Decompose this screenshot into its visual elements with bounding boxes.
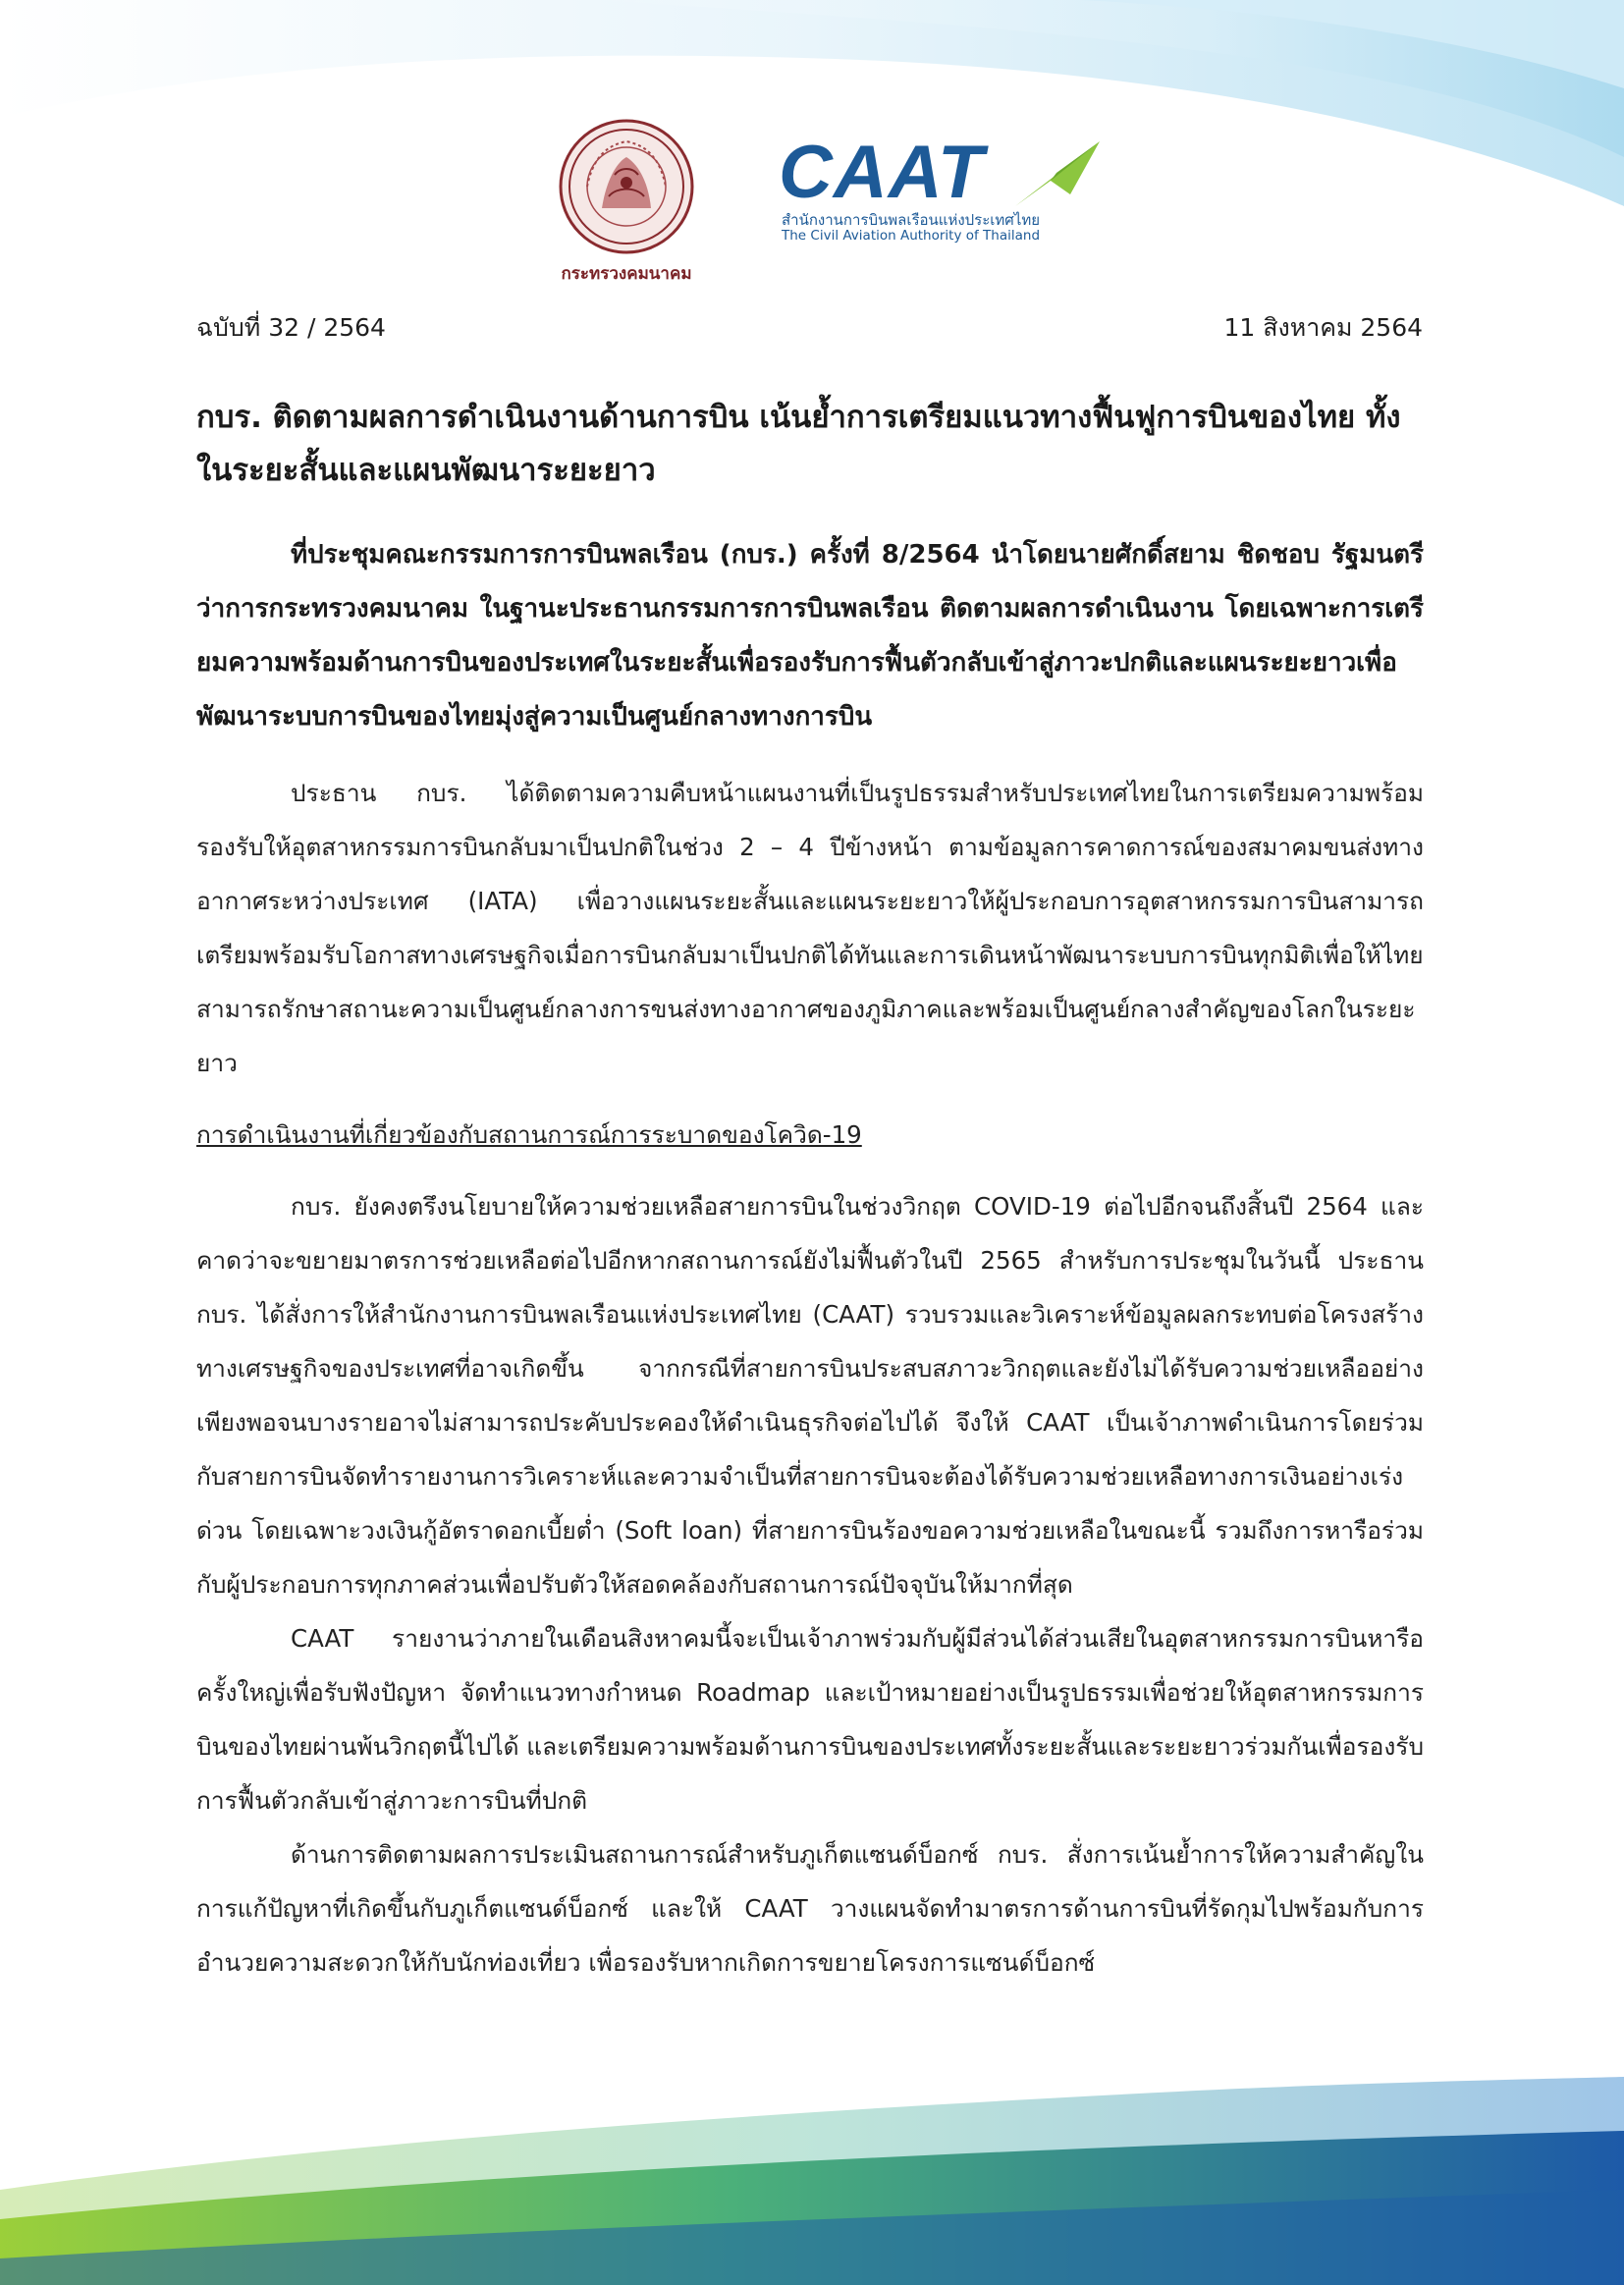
press-release-body (196, 391, 1424, 1989)
paragraph-caat-roadmap: CAAT รายงานว่าภายในเดือนสิงหาคมนี้จะเป็นเจ้าภาพร่วมกับผู้มีส่วนได้ส่วนเสียในอุตสาหกรรมการบินหารือครั้งใหญ่เพื่อรับฟังปัญหา จัดทำแนวทางกำหนด Roadmap และเป้าหมายอย่างเป็นรูปธรรมเพื่อช่วยให้อุตสาหกรรมการบินของไทยผ่านพ้นวิกฤตนี้ไปได้ และเตรียมความพร้อมด้านการบินของประเทศทั้งระยะสั้นและระยะยาวร่วมกันเพื่อรองรับการฟื้นตัวกลับเข้าสู่ภาวะการบินที่ปกติ (196, 1624, 1425, 1815)
footer-decoration (0, 2072, 1624, 2285)
caat-logo (776, 131, 1110, 253)
caat-wordmark: CAAT (779, 131, 985, 214)
headline: กบร. ติดตามผลการดำเนินงานด้านการบิน เน้นย้ำการเตรียมแนวทางฟื้นฟูการบินของไทย ทั้งในระยะสั้นและแผนพัฒนาระยะยาว (196, 400, 1401, 488)
section-heading-covid: การดำเนินงานที่เกี่ยวข้องกับสถานการณ์การระบาดของโควิด-19 (196, 1120, 862, 1149)
caat-wing-icon (1011, 137, 1104, 210)
ministry-caption: กระทรวงคมนาคม (561, 264, 692, 284)
paragraph-progress: ประธาน กบร. ได้ติดตามความคืบหน้าแผนงานที่เป็นรูปธรรมสำหรับประเทศไทยในการเตรียมความพร้อมรองรับให้อุตสาหกรรมการบินกลับมาเป็นปกติในช่วง 2 – 4 ปีข้างหน้า ตามข้อมูลการคาดการณ์ของสมาคมขนส่งทางอากาศระหว่างประเทศ (IATA) เพื่อวางแผนระยะสั้นและแผนระยะยาวให้ผู้ประกอบการอุตสาหกรรมการบินสามารถเตรียมพร้อมรับโอกาสทางเศรษฐกิจเมื่อการบินกลับมาเป็นปกติได้ทันและการเดินหน้าพัฒนาระบบการบินทุกมิติเพื่อให้ไทยสามารถรักษาสถานะความเป็นศูนย์กลางการขนส่งทางอากาศของภูมิภาคและพร้อมเป็นศูนย์กลางสำคัญของโลกในระยะยาว (196, 779, 1424, 1077)
caat-english-name: The Civil Aviation Authority of Thailand (782, 228, 1041, 244)
ministry-seal-logo (542, 118, 711, 295)
paragraph-phuket-sandbox: ด้านการติดตามผลการประเมินสถานการณ์สำหรับภูเก็ตแซนด์บ็อกซ์ กบร. สั่งการเน้นย้ำการให้ความสำคัญในการแก้ปัญหาที่เกิดขึ้นกับภูเก็ตแซนด์บ็อกซ์ และให้ CAAT วางแผนจัดทำมาตรการด้านการบินที่รัดกุมไปพร้อมกับการอำนวยความสะดวกให้กับนักท่องเที่ยว เพื่อรองรับหากเกิดการขยายโครงการแซนด์บ็อกซ์ (196, 1840, 1424, 1977)
ministry-seal-icon (558, 118, 695, 255)
release-date: 11 สิงหาคม 2564 (1223, 313, 1423, 342)
release-number: ฉบับที่ 32 / 2564 (196, 313, 386, 342)
lead-paragraph: ที่ประชุมคณะกรรมการการบินพลเรือน (กบร.) ครั้งที่ 8/2564 นำโดยนายศักดิ์สยาม ชิดชอบ รัฐมนตรีว่าการกระทรวงคมนาคม ในฐานะประธานกรรมการการบินพลเรือน ติดตามผลการดำเนินงาน โดยเฉพาะการเตรียมความพร้อมด้านการบินของประเทศในระยะสั้นเพื่อรองรับการฟื้นตัวกลับเข้าสู่ภาวะปกติและแผนระยะยาวเพื่อพัฒนาระบบการบินของไทยมุ่งสู่ความเป็นศูนย์กลางทางการบิน (196, 540, 1424, 732)
caat-thai-name: สำนักงานการบินพลเรือนแห่งประเทศไทย (782, 211, 1041, 229)
paragraph-airline-support: กบร. ยังคงตรึงนโยบายให้ความช่วยเหลือสายการบินในช่วงวิกฤต COVID-19 ต่อไปอีกจนถึงสิ้นปี 2564 และคาดว่าจะขยายมาตรการช่วยเหลือต่อไปอีกหากสถานการณ์ยังไม่ฟื้นตัวในปี 2565 สำหรับการประชุมในวันนี้ ประธาน กบร. ได้สั่งการให้สำนักงานการบินพลเรือนแห่งประเทศไทย (CAAT) รวบรวมและวิเคราะห์ข้อมูลผลกระทบต่อโครงสร้างทางเศรษฐกิจของประเทศที่อาจเกิดขึ้น จากกรณีที่สายการบินประสบสภาวะวิกฤตและยังไม่ได้รับความช่วยเหลืออย่างเพียงพอจนบางรายอาจไม่สามารถประคับประคองให้ดำเนินธุรกิจต่อไปได้ จึงให้ CAAT เป็นเจ้าภาพดำเนินการโดยร่วมกับสายการบินจัดทำรายงานการวิเคราะห์และความจำเป็นที่สายการบินจะต้องได้รับความช่วยเหลือทางการเงินอย่างเร่งด่วน โดยเฉพาะวงเงินกู้อัตราดอกเบี้ยต่ำ (Soft loan) ที่สายการบินร้องขอความช่วยเหลือในขณะนี้ รวมถึงการหารือร่วมกับผู้ประกอบการทุกภาคส่วนเพื่อปรับตัวให้สอดคล้องกับสถานการณ์ปัจจุบันให้มากที่สุด (196, 1192, 1424, 1599)
